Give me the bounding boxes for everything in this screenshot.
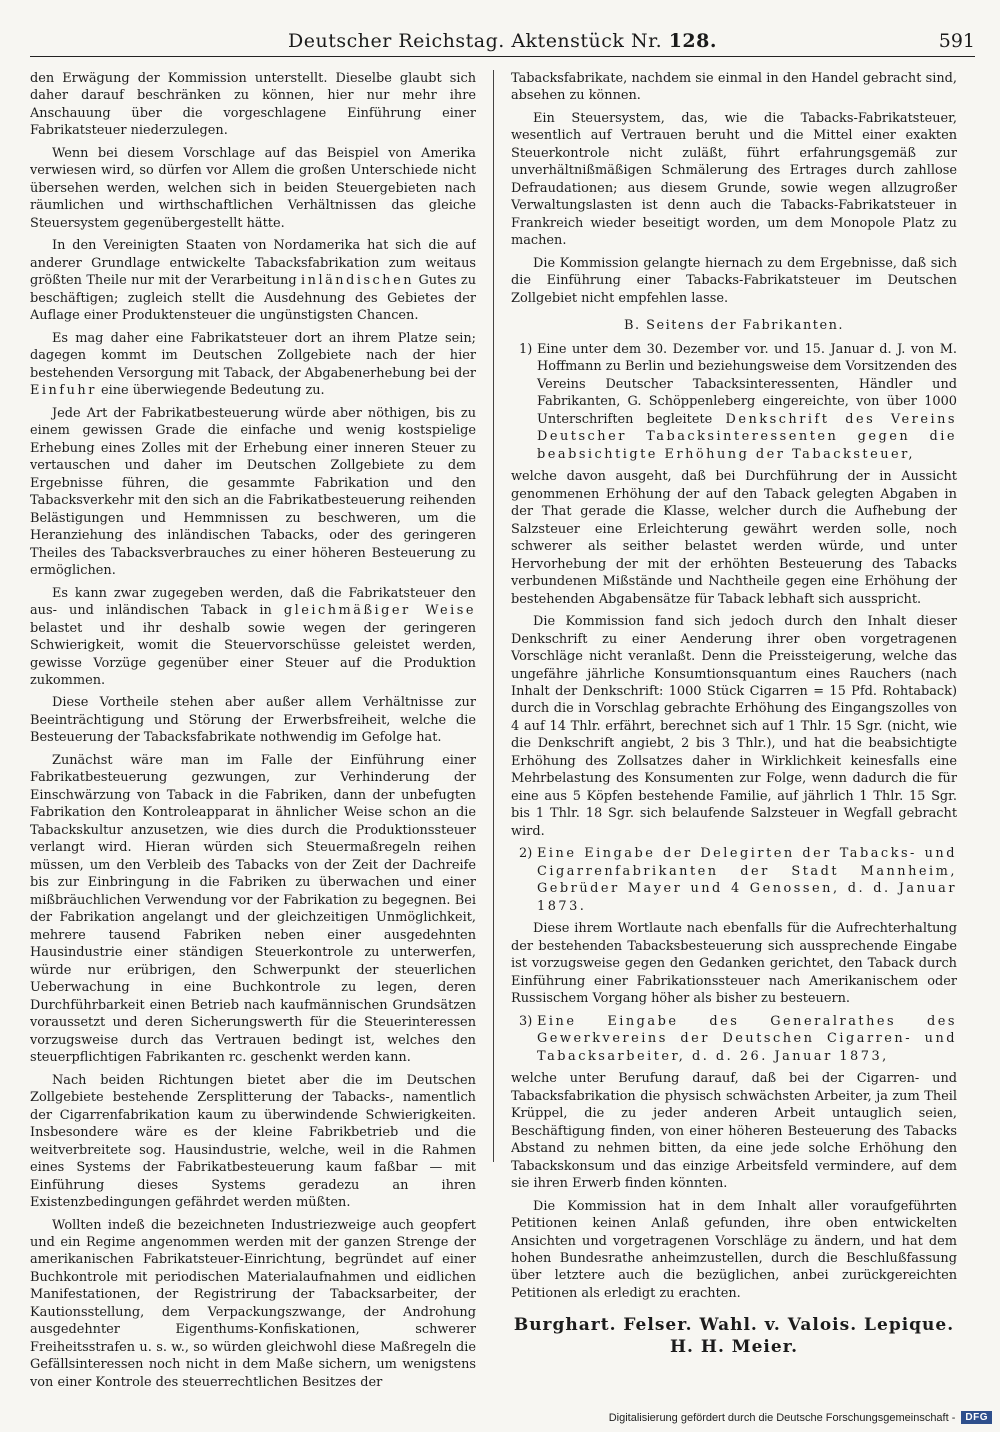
list-item <box>511 341 957 463</box>
paragraph <box>30 585 476 690</box>
text-run: Eine unter dem 30. Dezember vor. und 15. Januar d. J. von M. Hoffmann zu Berlin und beziehungsweise dem Vorsitzenden des Vereins Deutscher Tabacksinteressenten, Händler und Fabrikanten, G. Schöppenleberg eingereichte, von über 1000 Unterschriften begleitete <box>537 341 957 427</box>
paragraph: Die Kommission gelangte hiernach zu dem Ergebnisse, daß sich die Einführung einer Tabacks-Fabrikatsteuer im Deutschen Zollgebiet nicht empfehlen lasse. <box>511 255 957 306</box>
credit-text: Digitalisierung gefördert durch die Deutsche Forschungsgemeinschaft - <box>608 1411 956 1424</box>
item-number: 1) <box>519 341 533 357</box>
paragraph: Nach beiden Richtungen bietet aber die im Deutschen Zollgebiete bestehende Zersplitterung der Tabacks-, namentlich der Cigarrenfabrikation kaum zu überwindende Schwierigkeiten. Insbesondere wäre es der kleine Fabrikbetrieb und die weitverbreitete sog. Hausindustrie, welche, weil in die Rahmen eines Systems der Fabrikatbesteuerung kaum faßbar — mit Einführung dieses Systems geradezu an ihren Existenzbedingungen gefährdet werden müßten. <box>30 1072 476 1211</box>
running-title-text: Deutscher Reichstag. Aktenstück Nr. <box>288 30 669 52</box>
text-run: eine überwiegende Bedeutung zu. <box>96 383 325 399</box>
right-column <box>511 70 957 1392</box>
signature-line: Burghart. Felser. Wahl. v. Valois. Lepique. <box>513 1315 955 1336</box>
paragraph <box>30 237 476 324</box>
text-run: In den Vereinigten Staaten von Nordamerika hat sich die auf anderer Grundlage entwickelte Tabacksfabrikation zum weitaus größten Theile nur mit der Verarbeitung <box>30 238 476 289</box>
page-header <box>30 22 975 57</box>
spaced-emphasis: Denkschrift des Vereins Deutscher Tabacksinteressenten gegen die beabsichtigte Erhöhung der Tabacksteuer, <box>537 411 957 462</box>
paragraph: Diese ihrem Wortlaute nach ebenfalls für die Aufrechterhaltung der bestehenden Tabacksbesteuerung sich aussprechende Eingabe ist vorzugsweise gegen den Gedanken gerichtet, den Taback durch Einführung einer Fabrikationssteuer nach Amerikanischem oder Russischem Vorgang höher als bisher zu besteuern. <box>511 921 957 1007</box>
running-title <box>30 30 975 52</box>
paragraph: Zunächst wäre man im Falle der Einführung einer Fabrikatbesteuerung gezwungen, zur Verhinderung der Einschwärzung von Taback in die Fabriken, dann der unbefugten Fabrikation den Kontroleapparat in ähnlicher Weise schon an die Tabackskultur anzusetzen, wie dies durch die Produktionssteuer verlangt wird. Hieran würden sich Steuermaßregeln reihen müssen, um den Verbleib des Tabacks von der Zeit der Dachreife bis zur Einbringung in die Fabriken zu überwachen und einer mißbräuchlichen Verwendung vor der Fabrikation zu begegnen. Bei der Fabrikation angelangt und der gleichzeitigen Unmöglichkeit, mehrere tausend Fabriken neben einer ausgedehnten Hausindustrie einer ständigen Steuerkontrole zu unterwerfen, würde nur erübrigen, den Schwerpunkt der steuerlichen Ueberwachung in eine Buchkontrole zu legen, deren Durchführbarkeit einen Betrieb nach kaufmännischen Grundsätzen voraussetzt und deren Sicherungswerth für die Steuerinteressen vorzugsweise durch das Vertrauen bedingt ist, welches den steuerpflichtigen Fabrikanten rc. geschenkt werden kann. <box>30 752 476 1066</box>
page <box>30 22 975 1392</box>
page-number: 591 <box>938 30 975 52</box>
signature-line: H. H. Meier. <box>669 1337 799 1358</box>
left-column <box>30 70 476 1392</box>
paragraph: welche davon ausgeht, daß bei Durchführung der in Aussicht genommenen Erhöhung der auf den Taback gelegten Abgaben in der That gerade die Klasse, welcher durch die Aufhebung der Salzsteuer eine Erleichterung gewährt werden solle, noch schwerer als seither belastet werden würde, und unter Hervorhebung der mit der erhöhten Besteuerung des Tabacks verbundenen Mißstände und Nachtheile gegen eine Erhöhung der bestehenden Abgabensätze für Taback lebhaft sich ausspricht. <box>511 469 957 607</box>
column-divider <box>493 70 494 1162</box>
item-number: 3) <box>519 1013 533 1029</box>
digitization-credit <box>609 1411 992 1424</box>
spaced-emphasis: gleichmäßiger Weise <box>283 603 476 619</box>
list-item <box>511 1013 957 1065</box>
paragraph: Ein Steuersystem, das, wie die Tabacks-Fabrikatsteuer, wesentlich auf Vertrauen beruht und die Mittel einer exakten Steuerkontrole nicht zuläßt, führt erfahrungsgemäß zur unverhältnißmäßigen Schmälerung des Ertrages durch zahllose Defraudationen; aus diesem Grunde, sowie wegen allzugroßer Verwaltungslasten ist denn auch die Tabacks-Fabrikatsteuer in Frankreich wieder beseitigt worden, um dem Monopole Platz zu machen. <box>511 110 957 249</box>
list-item <box>511 845 957 915</box>
text-columns <box>30 70 975 1392</box>
paragraph: Die Kommission fand sich jedoch durch den Inhalt dieser Denkschrift zu einer Aenderung ihrer oben vorgetragenen Vorschläge nicht veranlaßt. Denn die Preissteigerung, welche das ungefähre jährliche Konsumtionsquantum eines Rauchers (nach Inhalt der Denkschrift: 1000 Stück Cigarren = 15 Pfd. Rohtaback) durch die in Vorschlag gebrachte Erhöhung des Eingangszolles von 4 auf 14 Thlr. erfährt, berechnet sich auf 1 Thlr. 15 Sgr. (nicht, wie die Denkschrift angiebt, 2 bis 3 Thlr.), und hat die beabsichtigte Erhöhung des Zollsatzes daher in Wirklichkeit keinesfalls eine Mehrbelastung des Konsumenten zur Folge, wenn dadurch die für eine aus 5 Köpfen bestehende Familie, auf jährlich 1 Thlr. 15 Sgr. bis 1 Thlr. 18 Sgr. sich belaufende Salzsteuer in Wegfall gebracht wird. <box>511 614 957 839</box>
paragraph: Jede Art der Fabrikatbesteuerung würde aber nöthigen, bis zu einem gewissen Grade die einfache und wenig kostspielige Erhebung eines Zolles mit der Erhebung einer inneren Steuer zu vertauschen und daher im Deutschen Zollgebiete zu dem Ergebnisse führen, die gesammte Fabrikation und den Tabacksverkehr mit den sich an die Fabrikatbesteuerung reihenden Belästigungen und Hemmnissen zu beschweren, um die Heranziehung des inländischen Tabacks, oder des geringeren Theiles des Tabacksverbrauches zu einer höheren Besteuerung zu ermöglichen. <box>30 405 476 579</box>
document-number: 128. <box>668 30 717 52</box>
text-run: Gutes zu beschäftigen; zugleich stellt die Ausdehnung des Gebietes der Auflage einer Produktensteuer die ungünstigsten Chancen. <box>30 273 476 324</box>
paragraph: welche unter Berufung darauf, daß bei der Cigarren- und Tabacksfabrikation die physisch schwächsten Arbeiter, ja zum Theil Krüppel, die zu jeder anderen Arbeit untauglich seien, Beschäftigung finden, von einer höheren Besteuerung des Tabacks Abstand zu nehmen bitten, da eine jede solche Erhöhung den Tabackskonsum und das einzige Arbeitsfeld vermindere, auf dem sie ihren Erwerb finden könnten. <box>511 1071 957 1192</box>
paragraph: Die Kommission hat in dem Inhalt aller voraufgeführten Petitionen keinen Anlaß gefunden, ihre oben entwickelten Ansichten und vorgetragenen Vorschläge zu ändern, und hat dem hohen Bundesrathe anheimzustellen, durch die Beschlußfassung über letztere auch die bezüglichen, anbei zurückgereichten Petitionen als erledigt zu erachten. <box>511 1198 957 1301</box>
paragraph: den Erwägung der Kommission unterstellt. Dieselbe glaubt sich daher darauf beschränken zu können, hier nur mehr ihre Anschauung über die vorgeschlagene Einführung einer Fabrikatsteuer niederzulegen. <box>30 71 476 139</box>
dfg-logo: DFG <box>961 1411 992 1424</box>
paragraph: Diese Vortheile stehen aber außer allem Verhältnisse zur Beeinträchtigung und Störung der Erwerbsfreiheit, welche die Besteuerung der Tabacksfabrikate nothwendig im Gefolge hat. <box>30 695 476 746</box>
item-number: 2) <box>519 846 533 862</box>
text-run: Es mag daher eine Fabrikatsteuer dort an ihrem Platze sein; dagegen kommt im Deutschen Zollgebiete nach der hier bestehenden Versorgung mit Taback, der Abgabenerhebung bei der <box>30 330 476 381</box>
text-run: belastet und ihr deshalb sowie wegen der geringeren Schwierigkeit, womit die Steuervorschüsse geleistet werden, gewisse Vorzüge gegenüber einer Steuer auf die Produktion zukommen. <box>30 620 476 688</box>
spaced-emphasis: Eine Eingabe des Generalrathes des Gewerkvereins der Deutschen Cigarren- und Tabacksarbeiter, d. d. 26. Januar 1873, <box>537 1013 957 1064</box>
section-heading: B. Seitens der Fabrikanten. <box>623 318 844 334</box>
text-run: Es kann zwar zugegeben werden, daß die Fabrikatsteuer den aus- und inländischen Taback in <box>30 585 476 619</box>
paragraph <box>30 330 476 400</box>
spaced-emphasis: Eine Eingabe der Delegirten der Tabacks- und Cigarrenfabrikanten der Stadt Mannheim, Gebrüder Mayer und 4 Genossen, d. d. Januar 1873. <box>537 846 957 914</box>
paragraph: Wenn bei diesem Vorschlage auf das Beispiel von Amerika verwiesen wird, so dürfen vor Allem die großen Unterschiede nicht übersehen werden, welchen sich in beiden Steuergebieten nach räumlichen und wirthschaftlichen Verhältnissen das gleiche Steuersystem gegenübergestellt hätte. <box>30 145 476 231</box>
spaced-emphasis: inländischen <box>301 273 415 289</box>
paragraph: Wollten indeß die bezeichneten Industriezweige auch geopfert und ein Regime angenommen werden mit der ganzen Strenge der amerikanischen Fabrikatsteuer-Einrichtung, begründet auf einer Buchkontrole mit periodischen Materialaufnahmen und eidlichen Manifestationen, der Registrirung der Tabacksarbeiter, der Kautionsstellung, dem Verpackungszwange, der Androhung ausgedehnter Eigenthums-Konfiskationen, schwerer Freiheitsstrafen u. s. w., so würden gleichwohl diese Maßregeln die Gefällsinteressen noch nicht in dem Maße sichern, um wenigstens von einer Kontrole des steuerrechtlichen Besitzes der <box>30 1217 476 1390</box>
signatures <box>511 1314 957 1358</box>
spaced-emphasis: Einfuhr <box>30 383 97 399</box>
paragraph: Tabacksfabrikate, nachdem sie einmal in den Handel gebracht sind, absehen zu können. <box>511 71 957 104</box>
